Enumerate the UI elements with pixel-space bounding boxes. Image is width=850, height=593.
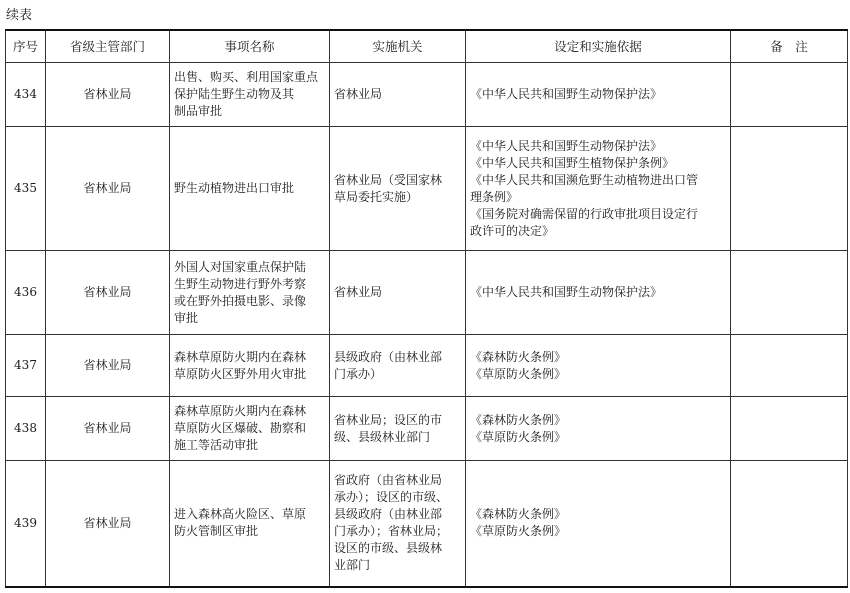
cell-no: 435 bbox=[6, 127, 46, 251]
approval-items-table bbox=[5, 29, 848, 588]
table-header-row bbox=[6, 30, 848, 63]
cell-item: 野生动植物进出口审批 bbox=[170, 127, 330, 251]
cell-agency: 省林业局 bbox=[330, 251, 466, 335]
cell-no: 439 bbox=[6, 461, 46, 587]
table-row bbox=[6, 461, 848, 587]
cell-dept: 省林业局 bbox=[46, 461, 170, 587]
cell-remark bbox=[731, 335, 848, 397]
header-dept: 省级主管部门 bbox=[46, 30, 170, 63]
cell-remark bbox=[731, 63, 848, 127]
header-agency: 实施机关 bbox=[330, 30, 466, 63]
cell-no: 436 bbox=[6, 251, 46, 335]
cell-no: 434 bbox=[6, 63, 46, 127]
cell-no: 437 bbox=[6, 335, 46, 397]
table-row bbox=[6, 397, 848, 461]
cell-basis: 《中华人民共和国野生动物保护法》 bbox=[466, 63, 731, 127]
cell-agency: 省林业局 bbox=[330, 63, 466, 127]
cell-item: 森林草原防火期内在森林 草原防火区野外用火审批 bbox=[170, 335, 330, 397]
cell-basis: 《森林防火条例》 《草原防火条例》 bbox=[466, 335, 731, 397]
cell-dept: 省林业局 bbox=[46, 127, 170, 251]
cell-remark bbox=[731, 127, 848, 251]
table-caption: 续表 bbox=[6, 8, 33, 23]
cell-dept: 省林业局 bbox=[46, 397, 170, 461]
cell-dept: 省林业局 bbox=[46, 335, 170, 397]
cell-agency: 省林业局（受国家林 草局委托实施） bbox=[330, 127, 466, 251]
cell-agency: 省林业局；设区的市 级、县级林业部门 bbox=[330, 397, 466, 461]
cell-basis: 《森林防火条例》 《草原防火条例》 bbox=[466, 397, 731, 461]
cell-item: 出售、购买、利用国家重点 保护陆生野生动物及其 制品审批 bbox=[170, 63, 330, 127]
header-basis: 设定和实施依据 bbox=[466, 30, 731, 63]
cell-item: 森林草原防火期内在森林 草原防火区爆破、勘察和 施工等活动审批 bbox=[170, 397, 330, 461]
cell-basis: 《中华人民共和国野生动物保护法》 《中华人民共和国野生植物保护条例》 《中华人民共和国濒危野生动植物进出口管 理条例》 《国务院对确需保留的行政审批项目设定行 政许可的决定》 bbox=[466, 127, 731, 251]
cell-agency: 县级政府（由林业部 门承办） bbox=[330, 335, 466, 397]
cell-remark bbox=[731, 251, 848, 335]
cell-remark bbox=[731, 461, 848, 587]
header-remark: 备 注 bbox=[731, 30, 848, 63]
cell-item: 外国人对国家重点保护陆 生野生动物进行野外考察 或在野外拍摄电影、录像 审批 bbox=[170, 251, 330, 335]
cell-basis: 《森林防火条例》 《草原防火条例》 bbox=[466, 461, 731, 587]
cell-basis: 《中华人民共和国野生动物保护法》 bbox=[466, 251, 731, 335]
header-no: 序号 bbox=[6, 30, 46, 63]
table-row bbox=[6, 63, 848, 127]
cell-dept: 省林业局 bbox=[46, 251, 170, 335]
table-row bbox=[6, 127, 848, 251]
table-row bbox=[6, 335, 848, 397]
cell-no: 438 bbox=[6, 397, 46, 461]
cell-dept: 省林业局 bbox=[46, 63, 170, 127]
table-row bbox=[6, 251, 848, 335]
cell-agency: 省政府（由省林业局 承办）；设区的市级、 县级政府（由林业部 门承办）；省林业局； 设区的市级、县级林 业部门 bbox=[330, 461, 466, 587]
cell-remark bbox=[731, 397, 848, 461]
header-item: 事项名称 bbox=[170, 30, 330, 63]
cell-item: 进入森林高火险区、草原 防火管制区审批 bbox=[170, 461, 330, 587]
